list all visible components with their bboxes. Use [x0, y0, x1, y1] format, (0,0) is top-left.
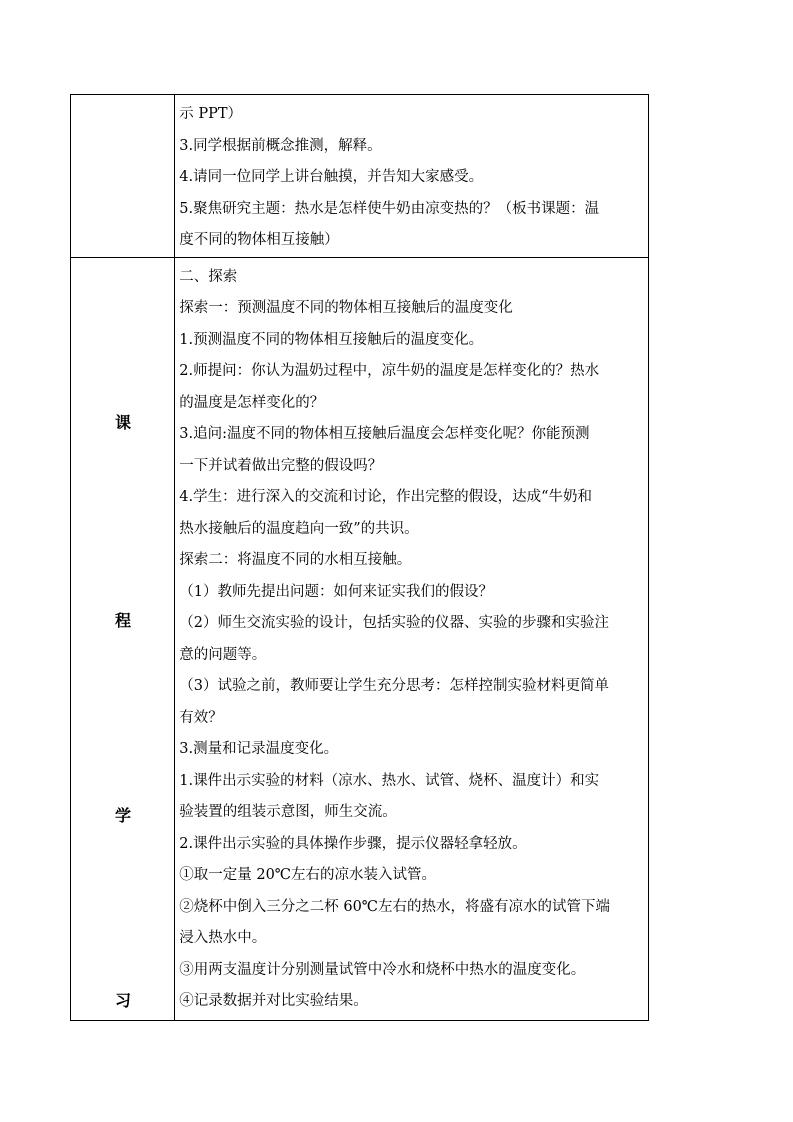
text-line: 2.师提问：你认为温奶过程中，凉牛奶的温度是怎样变化的？热水	[179, 363, 600, 379]
process-text-block	[175, 258, 648, 1018]
text-line: ①取一定量 20℃左右的凉水装入试管。	[179, 867, 437, 883]
text-line: ②烧杯中倒入三分之二杯 60℃左右的热水，将盛有凉水的试管下端	[179, 898, 611, 915]
intro-text-block	[175, 95, 648, 257]
text-line: 1.课件出示实验的材料（凉水、热水、试管、烧杯、温度计）和实	[179, 772, 600, 789]
text-line: 4.请同一位同学上讲台触摸，并告知大家感受。	[179, 169, 484, 185]
label-cell-empty	[71, 95, 175, 258]
text-line: 3.同学根据前概念推测，解释。	[179, 137, 382, 154]
content-cell-intro	[175, 95, 649, 258]
text-line: 热水接触后的温度趋向一致”的共识。	[179, 520, 419, 537]
label-cell-process	[71, 257, 175, 1020]
text-line: 探索二：将温度不同的水相互接触。	[179, 552, 412, 568]
text-line: （2）师生交流实验的设计，包括实验的仪器、实验的步骤和实验注	[179, 615, 609, 631]
text-line: 示 PPT）	[179, 106, 243, 122]
table-row-intro	[71, 95, 649, 258]
side-label-cheng: 程	[114, 610, 131, 630]
text-line: 验装置的组装示意图，师生交流。	[179, 804, 397, 820]
content-cell-process	[175, 257, 649, 1020]
side-label-xue: 学	[114, 805, 131, 825]
side-label-ke: 课	[114, 412, 131, 432]
text-line: 4.学生：进行深入的交流和讨论，作出完整的假设，达成“牛奶和	[179, 489, 592, 505]
text-line: （1）教师先提出问题：如何来证实我们的假设？	[179, 583, 493, 600]
text-line: （3）试验之前，教师要让学生充分思考：怎样控制实验材料更简单	[179, 678, 609, 694]
text-line: 5.聚焦研究主题：热水是怎样使牛奶由凉变热的？（板书课题：温	[179, 200, 600, 217]
text-line: 探索一：预测温度不同的物体相互接触后的温度变化	[179, 300, 513, 316]
text-line: 3.测量和记录温度变化。	[179, 741, 339, 757]
text-line: 浸入热水中。	[179, 930, 267, 946]
text-line: 1.预测温度不同的物体相互接触后的温度变化。	[179, 331, 484, 348]
text-line: 有效？	[179, 709, 223, 726]
lesson-plan-table	[70, 94, 649, 1021]
text-line: ④记录数据并对比实验结果。	[179, 993, 368, 1009]
text-line: 2.课件出示实验的具体操作步骤，提示仪器轻拿轻放。	[179, 835, 527, 852]
text-line: 的温度是怎样变化的？	[179, 394, 325, 411]
text-line: 一下并试着做出完整的假设吗？	[179, 457, 383, 474]
side-label-xi: 习	[114, 990, 131, 1010]
text-line: 度不同的物体相互接触）	[179, 232, 339, 248]
text-line: 3.追问:温度不同的物体相互接触后温度会怎样变化呢？你能预测	[179, 426, 590, 442]
table-row-process	[71, 257, 649, 1020]
text-line: 二、探索	[179, 268, 238, 285]
text-line: ③用两支温度计分别测量试管中冷水和烧杯中热水的温度变化。	[179, 961, 586, 978]
text-line: 意的问题等。	[179, 646, 267, 663]
